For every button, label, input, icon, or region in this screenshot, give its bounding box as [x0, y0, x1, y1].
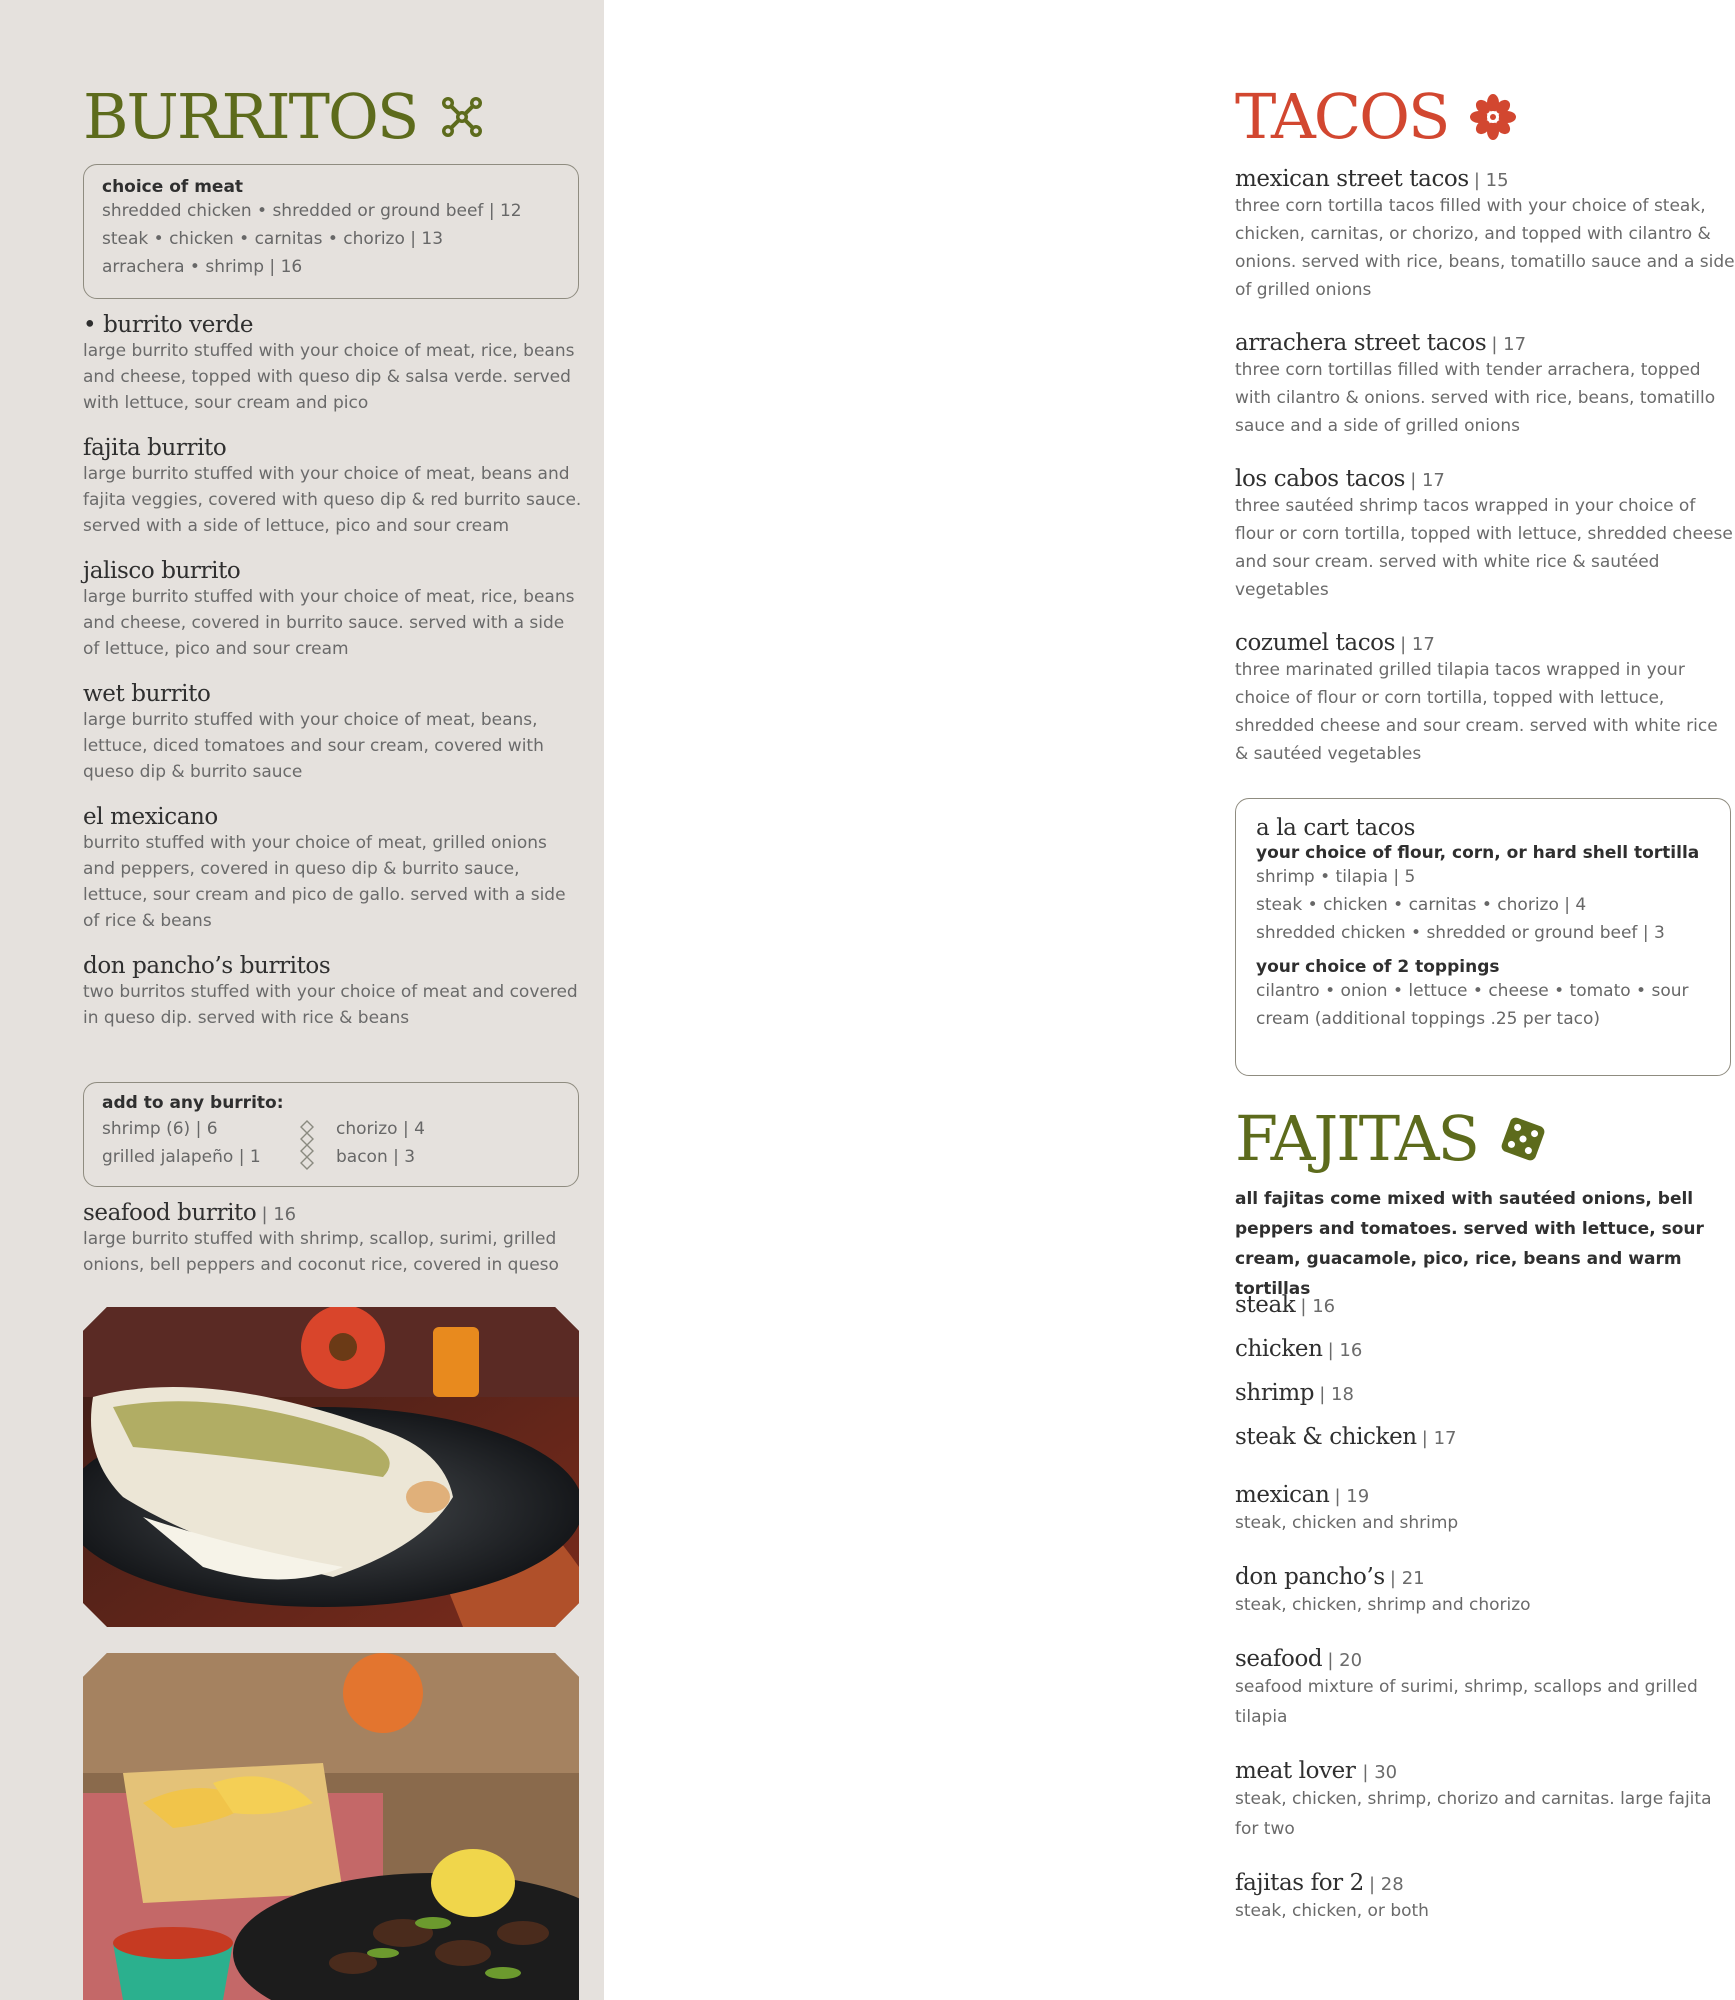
fajitas-intro: all fajitas come mixed with sautéed onions, bell peppers and tomatoes. served with lettuce, sour cream, guacamole, pico, rice, beans and warm tortillas [1235, 1189, 1704, 1299]
fajitas-heading: FAJITAS [1235, 1108, 1546, 1170]
burrito-photo [83, 1307, 579, 1627]
menu-item: seafood | 20 seafood mixture of surimi, shrimp, scallops and grilled tilapia [1235, 1646, 1698, 1727]
burritos-heading: BURRITOS [83, 86, 485, 148]
menu-item: arrachera street tacos | 17 three corn tortillas filled with tender arrachera, topped with cilantro & onions. served with rice, beans, tomatillo sauce and a side of grilled onions [1235, 330, 1716, 436]
meat-choice-heading: choice of meat [102, 177, 244, 197]
menu-item: cozumel tacos | 17 three marinated grilled tilapia tacos wrapped in your choice of flour or corn tortilla, topped with lettuce, shredded cheese and sour cream. served with white rice & sautéed vegetables [1235, 630, 1718, 764]
menu-item: mexican street tacos | 15 three corn tortilla tacos filled with your choice of steak, chicken, carnitas, or chorizo, and topped with cilantro & onions. served with rice, beans, tomatillo sauce and a side of grilled onions [1235, 166, 1735, 300]
dice-icon [1500, 1116, 1546, 1162]
menu-item: shrimp | 18 [1235, 1380, 1354, 1406]
taco-list [1235, 166, 1735, 768]
meat-price-line: arrachera • shrimp | 16 [102, 257, 303, 277]
fajitas-photo [83, 1653, 579, 2000]
menu-item: don pancho’s burritos two burritos stuffed with your choice of meat and covered in queso dip. served with rice & beans [83, 953, 578, 1028]
tacos-fajitas-column [604, 0, 1735, 2000]
burritos-column [0, 0, 604, 2000]
menu-item: el mexicano burrito stuffed with your choice of meat, grilled onions and peppers, covered in queso dip & burrito sauce, lettuce, sour cream and pico de gallo. served with a side of rice & beans [83, 804, 566, 931]
menu-item: chicken | 16 [1235, 1336, 1363, 1362]
meat-price-line: shredded chicken • shredded or ground beef | 12 [102, 201, 522, 221]
alacarte-toppings-heading: your choice of 2 toppings [1256, 957, 1500, 977]
menu-item: mexican | 19 steak, chicken and shrimp [1235, 1482, 1459, 1533]
alacarte-tortilla-heading: your choice of flour, corn, or hard shell tortilla [1256, 843, 1700, 863]
menu-item: steak | 16 [1235, 1292, 1336, 1318]
menu-item: don pancho’s | 21 steak, chicken, shrimp and chorizo [1235, 1564, 1531, 1615]
menu-item: jalisco burrito large burrito stuffed with your choice of meat, rice, beans and cheese, covered in burrito sauce. served with a side of lettuce, pico and sour cream [83, 558, 575, 659]
meat-price-line: steak • chicken • carnitas • chorizo | 13 [102, 229, 444, 249]
burrito-list [83, 312, 583, 1050]
menu-item: fajita burrito large burrito stuffed with your choice of meat, beans and fajita veggies, covered with queso dip & red burrito sauce. served with a side of lettuce, pico and sour cream [83, 435, 582, 536]
menu-item: los cabos tacos | 17 three sautéed shrimp tacos wrapped in your choice of flour or corn tortilla, topped with lettuce, shredded cheese and sour cream. served with white rice & sautéed vegetables [1235, 466, 1733, 600]
tacos-heading: TACOS [1235, 86, 1516, 148]
menu-item: meat lover | 30 steak, chicken, shrimp, chorizo and carnitas. large fajita for two [1235, 1758, 1712, 1839]
menu-item: • burrito verde large burrito stuffed with your choice of meat, rice, beans and cheese, topped with queso dip & salsa verde. served with lettuce, sour cream and pico [83, 312, 575, 413]
addons-heading: add to any burrito: [102, 1093, 284, 1113]
divider-ornament-icon [300, 1115, 336, 1175]
papel-cross-icon [439, 94, 485, 140]
menu-item: fajitas for 2 | 28 steak, chicken, or both [1235, 1870, 1429, 1921]
flower-icon [1470, 94, 1516, 140]
menu-item: steak & chicken | 17 [1235, 1424, 1457, 1450]
menu-item: wet burrito large burrito stuffed with your choice of meat, beans, lettuce, diced tomatoes and sour cream, covered with queso dip & burrito sauce [83, 681, 544, 782]
alacarte-box: a la cart tacos your choice of flour, corn, or hard shell tortilla shrimp • tilapia | 5 steak • chicken • carnitas • chorizo | 4 shredded chicken • shredded or ground beef | 3 your choice of 2 toppings cilantro • onion • lettuce • cheese • tomato • sour cream (additional toppings .25 per taco) [1235, 798, 1731, 1076]
meat-choice-box [83, 164, 579, 299]
alacarte-title: a la cart tacos [1256, 815, 1416, 841]
menu-item: seafood burrito | 16 large burrito stuffed with shrimp, scallop, surimi, grilled onions, bell peppers and coconut rice, covered in queso [83, 1200, 559, 1275]
fajita-list [1235, 1292, 1735, 1926]
addons-box: add to any burrito: shrimp (6) | 6 grilled jalapeño | 1 chorizo | 4 bacon | 3 [83, 1082, 579, 1187]
